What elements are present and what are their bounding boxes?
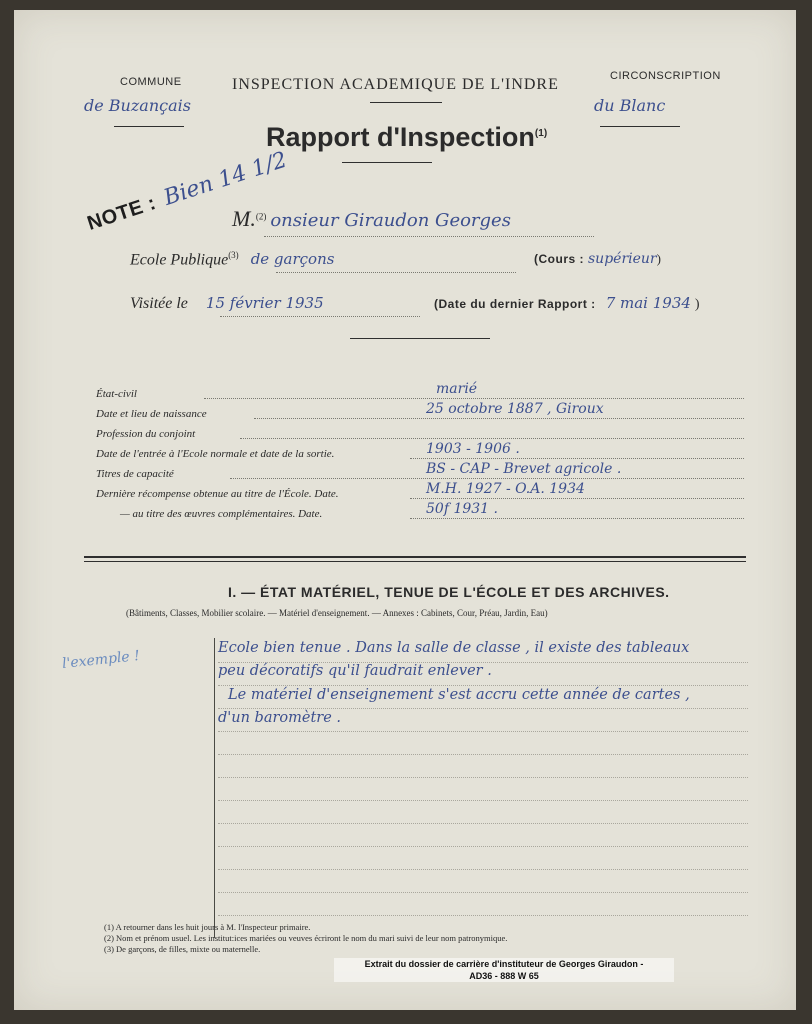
title-divider	[370, 102, 442, 103]
report-title	[266, 122, 547, 153]
ruled-line	[218, 846, 748, 847]
circonscription-label: CIRCONSCRIPTION	[610, 70, 721, 82]
last-report-row	[434, 294, 700, 313]
teacher-name: onsieur Giraudon Georges	[270, 210, 511, 231]
report-line: d'un baromètre .	[218, 710, 342, 726]
school-label: Ecole Publique	[130, 251, 229, 269]
last-report-value: 7 mai 1934	[605, 294, 691, 312]
report-title-divider	[342, 162, 432, 163]
civil-dotted-line	[410, 498, 744, 499]
ruled-line	[218, 777, 748, 778]
archive-caption	[334, 958, 674, 982]
civil-dotted-line	[240, 438, 744, 439]
footnote: (3) De garçons, de filles, mixte ou maternelle.	[104, 944, 261, 954]
circonscription-underline	[600, 126, 680, 127]
school-value: de garçons	[250, 250, 335, 269]
civil-dotted-line	[254, 418, 744, 419]
teacher-name-row	[232, 206, 511, 232]
document-page	[14, 10, 796, 1010]
civil-value: 50f 1931 .	[426, 501, 498, 517]
last-report-label: (Date du dernier Rapport :	[434, 297, 596, 311]
last-report-close: )	[694, 297, 700, 312]
footnote: (2) Nom et prénom usuel. Les institut:ices mariées ou veuves écriront le nom du mari suivi de leur nom patronymique.	[104, 933, 508, 943]
report-line: Le matériel d'enseignement s'est accru cette année de cartes ,	[228, 687, 690, 703]
commune-underline	[114, 126, 184, 127]
section1-title: I. — ÉTAT MATÉRIEL, TENUE DE L'ÉCOLE ET DES ARCHIVES.	[228, 584, 670, 600]
cours-value: supérieur	[588, 251, 657, 267]
civil-row	[96, 501, 746, 524]
ruled-line	[218, 708, 748, 709]
teacher-name-line	[264, 236, 594, 237]
civil-row	[96, 424, 746, 444]
civil-label: — au titre des œuvres complémentaires. Date.	[120, 508, 323, 520]
civil-label: Profession du conjoint	[96, 428, 196, 440]
ruled-line	[218, 823, 748, 824]
margin-note: l'exemple !	[61, 647, 141, 673]
civil-status-list	[96, 381, 746, 524]
civil-value: M.H. 1927 - O.A. 1934	[426, 481, 585, 497]
cours-close: )	[656, 251, 661, 266]
school-note: (3)	[228, 250, 239, 260]
civil-label: Titres de capacité	[96, 468, 174, 480]
cours-label: (Cours :	[534, 252, 584, 266]
visit-value: 15 février 1935	[205, 294, 324, 312]
civil-value: 25 octobre 1887 , Giroux	[426, 401, 604, 417]
cours-row	[534, 250, 661, 268]
civil-dotted-line	[410, 518, 744, 519]
civil-row	[96, 401, 746, 424]
ruled-line	[218, 869, 748, 870]
visit-label: Visitée le	[130, 295, 188, 312]
writing-margin-line	[214, 638, 215, 938]
circonscription-value: du Blanc	[594, 96, 666, 115]
report-line: Ecole bien tenue . Dans la salle de classe , il existe des tableaux	[218, 640, 690, 656]
footnote: (1) A retourner dans les huit jours à M. l'Inspecteur primaire.	[104, 922, 311, 932]
ruled-line	[218, 892, 748, 893]
school-line	[276, 272, 516, 273]
civil-row	[96, 381, 746, 404]
inspection-title: INSPECTION ACADEMIQUE DE L'INDRE	[232, 76, 559, 93]
civil-row	[96, 481, 746, 504]
civil-row	[96, 461, 746, 484]
visit-row	[130, 294, 324, 313]
ruled-line	[218, 731, 748, 732]
civil-dotted-line	[410, 458, 744, 459]
caption-line: AD36 - 888 W 65	[469, 971, 539, 981]
ruled-line	[218, 754, 748, 755]
report-title-text: Rapport d'Inspection	[266, 122, 535, 152]
ruled-line	[218, 800, 748, 801]
teacher-prefix-note: (2)	[255, 211, 267, 222]
civil-value: 1903 - 1906 .	[426, 441, 520, 457]
report-title-footnote: (1)	[534, 128, 548, 139]
civil-value: BS - CAP - Brevet agricole .	[426, 461, 622, 477]
school-row	[130, 250, 334, 269]
teacher-divider	[350, 338, 490, 339]
civil-value: marié	[436, 381, 478, 397]
civil-label: Date de l'entrée à l'Ecole normale et date de la sortie.	[96, 448, 335, 460]
civil-dotted-line	[230, 478, 744, 479]
visit-line	[220, 316, 420, 317]
note-value: Bien 14 1/2	[160, 147, 291, 211]
section-rule	[84, 556, 746, 558]
civil-row	[96, 441, 746, 464]
ruled-line	[218, 685, 748, 686]
commune-label: COMMUNE	[120, 76, 182, 88]
caption-line: Extrait du dossier de carrière d'instituteur de Georges Giraudon -	[364, 959, 644, 969]
section-rule	[84, 561, 746, 562]
civil-label: État-civil	[96, 388, 137, 400]
civil-label: Dernière récompense obtenue au titre de l'École. Date.	[96, 488, 339, 500]
commune-value: de Buzançais	[84, 96, 191, 115]
teacher-prefix: M.	[232, 206, 256, 231]
ruled-line	[218, 915, 748, 916]
section1-subtitle: (Bâtiments, Classes, Mobilier scolaire. — Matériel d'enseignement. — Annexes : Cabinets, Cour, Préau, Jardin, Eau)	[126, 608, 548, 618]
note-label: NOTE :	[84, 192, 159, 235]
civil-dotted-line	[204, 398, 744, 399]
civil-label: Date et lieu de naissance	[96, 408, 207, 420]
footnotes	[104, 922, 507, 955]
report-line: peu décoratifs qu'il faudrait enlever .	[218, 663, 492, 679]
